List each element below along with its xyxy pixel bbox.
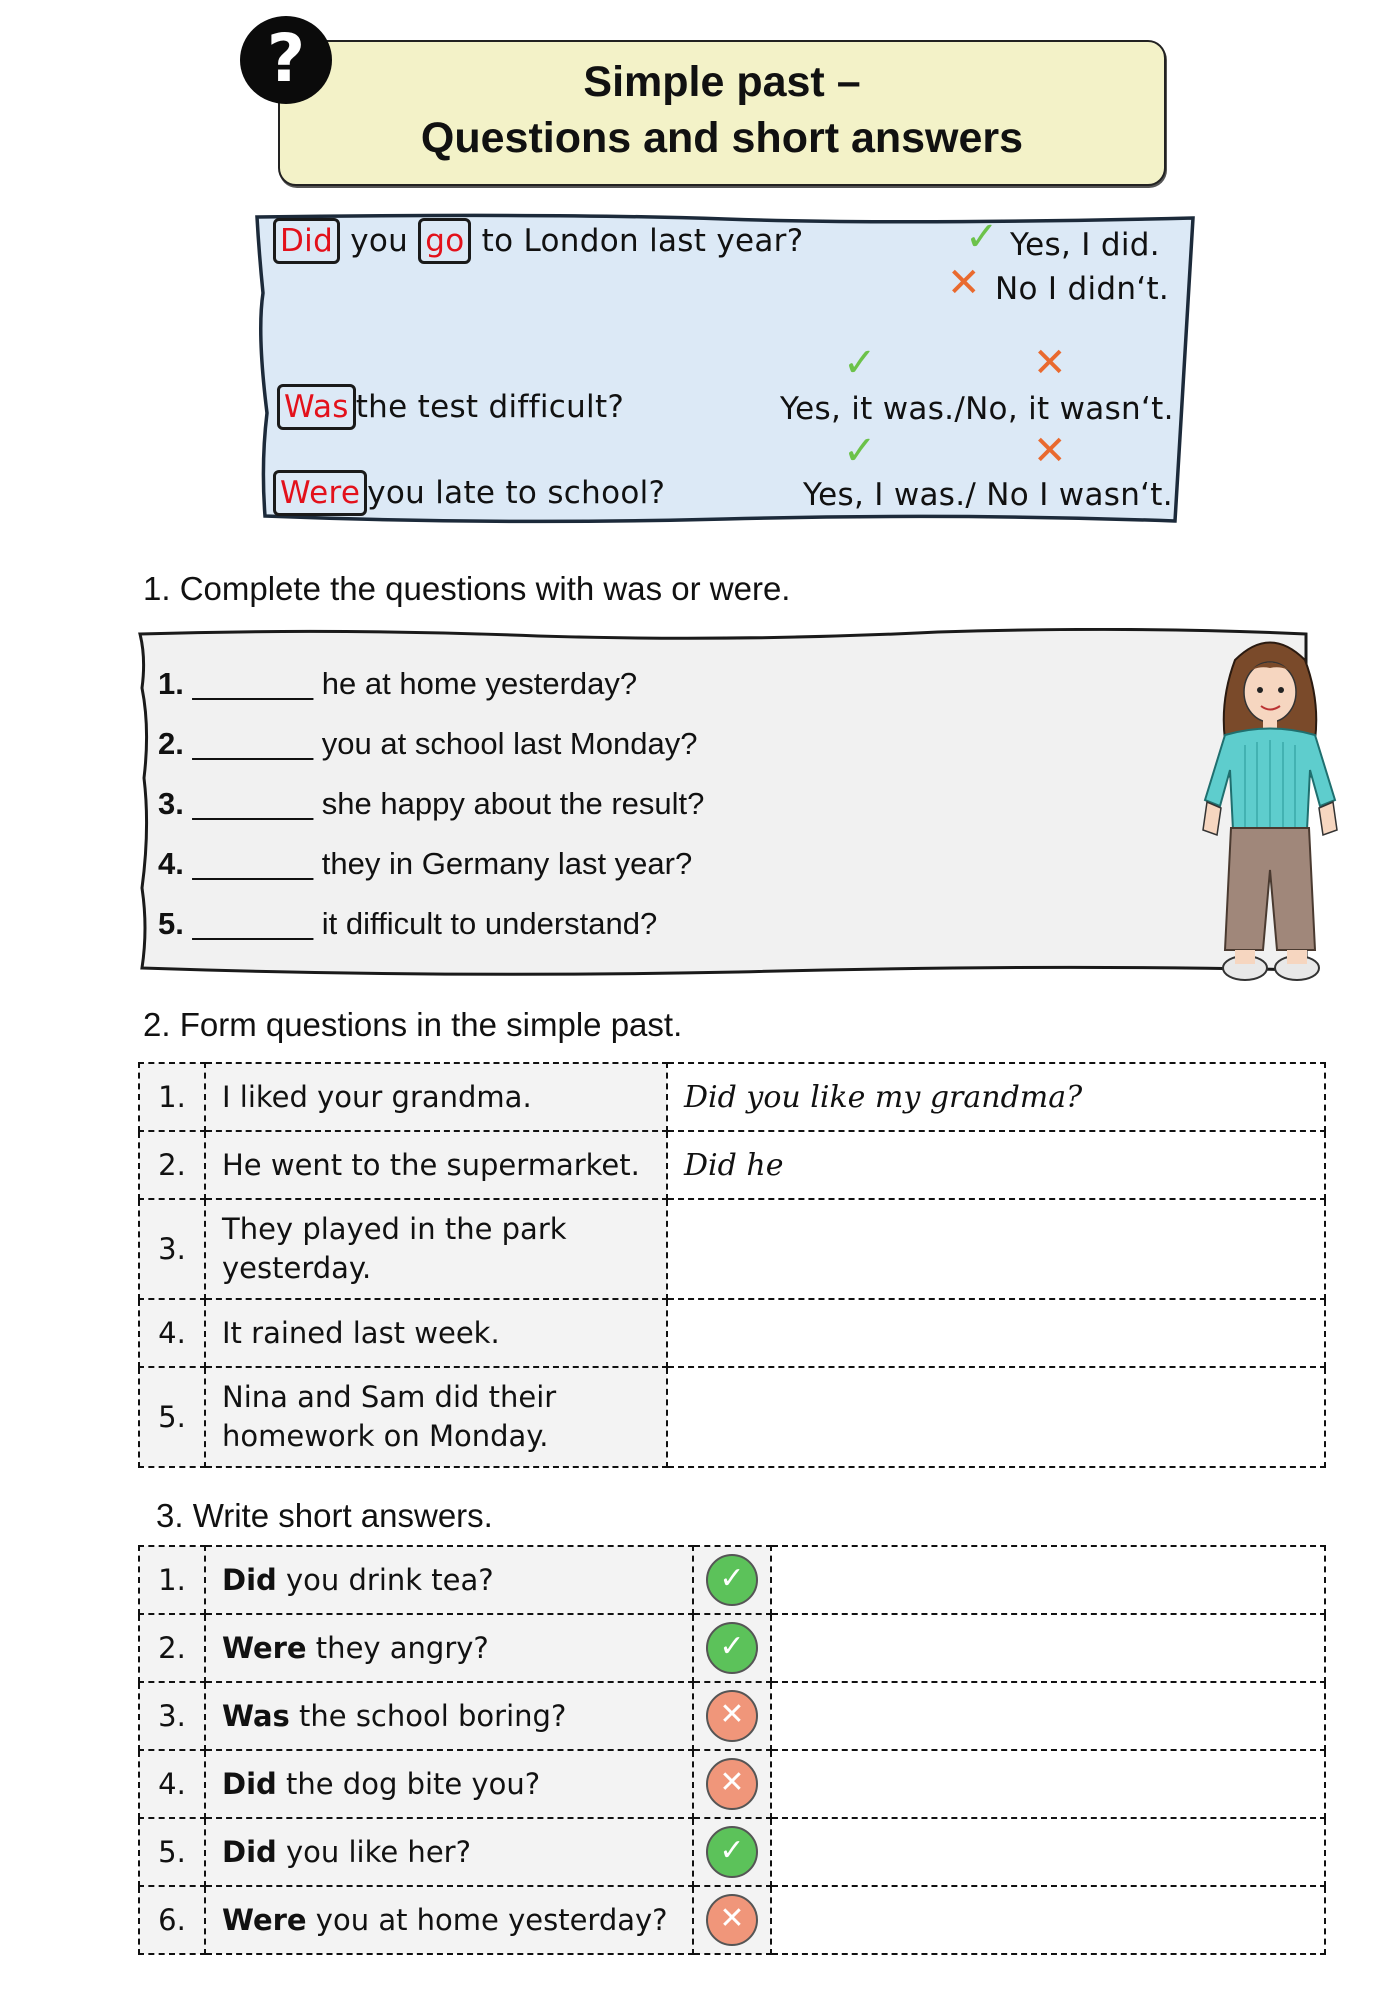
grammar-question-3: Were you late to school?: [273, 475, 665, 511]
answer-field[interactable]: [771, 1682, 1325, 1750]
answer-field[interactable]: [771, 1818, 1325, 1886]
check-circle-icon: ✓: [706, 1826, 758, 1878]
keyword-were: Were: [273, 470, 367, 516]
answer-field[interactable]: [771, 1886, 1325, 1954]
check-circle-icon: ✓: [706, 1622, 758, 1674]
grammar-answer-2: Yes, it was./No, it wasn‘t.: [780, 391, 1174, 427]
cross-icon: ✕: [1033, 428, 1067, 474]
question-mark-icon: ?: [240, 16, 332, 104]
exercise-1-heading: 1. Complete the questions with was or were.: [143, 570, 791, 607]
grammar-box: [255, 213, 1195, 533]
cross-circle-icon: ✕: [706, 1758, 758, 1810]
exercise-1-box: [138, 628, 1308, 978]
grammar-question-2: Was the test difficult?: [277, 389, 624, 425]
keyword-was: Was: [277, 384, 356, 430]
answer-field[interactable]: Did you like my grandma?: [667, 1063, 1325, 1131]
exercise-2-table: [138, 1062, 1326, 1468]
check-icon: ✓: [843, 340, 877, 386]
answer-blank[interactable]: _______: [192, 846, 314, 881]
table-row: 2. He went to the supermarket. Did he: [139, 1131, 1325, 1199]
exercise-3-heading: 3. Write short answers.: [156, 1497, 493, 1534]
table-row: 1. I liked your grandma. Did you like my grandma?: [139, 1063, 1325, 1131]
table-row: 4. It rained last week.: [139, 1299, 1325, 1367]
check-icon: ✓: [843, 428, 877, 474]
answer-field[interactable]: [667, 1367, 1325, 1467]
answer-field[interactable]: Did he: [667, 1131, 1325, 1199]
table-row: 3. They played in the park yesterday.: [139, 1199, 1325, 1299]
table-row: 5. Did you like her? ✓: [139, 1818, 1325, 1886]
cross-circle-icon: ✕: [706, 1690, 758, 1742]
exercise-1-item: 3. _______ she happy about the result?: [158, 786, 705, 821]
check-icon: ✓: [965, 214, 999, 260]
answer-field[interactable]: [771, 1546, 1325, 1614]
grammar-question-1: Did you go to London last year?: [273, 223, 803, 259]
grammar-answer-3: Yes, I was./ No I wasn‘t.: [803, 477, 1173, 513]
table-row: 1. Did you drink tea? ✓: [139, 1546, 1325, 1614]
cross-icon: ✕: [1033, 340, 1067, 386]
answer-field[interactable]: [771, 1614, 1325, 1682]
exercise-1-item: 2. _______ you at school last Monday?: [158, 726, 698, 761]
exercise-1-item: 5. _______ it difficult to understand?: [158, 906, 658, 941]
answer-blank[interactable]: _______: [192, 726, 314, 761]
grammar-answer-yes-1: Yes, I did.: [1010, 227, 1160, 263]
grammar-answer-no-1: No I didn‘t.: [995, 271, 1170, 307]
table-row: 4. Did the dog bite you? ✕: [139, 1750, 1325, 1818]
answer-blank[interactable]: _______: [192, 906, 314, 941]
table-row: 5. Nina and Sam did their homework on Monday.: [139, 1367, 1325, 1467]
table-row: 2. Were they angry? ✓: [139, 1614, 1325, 1682]
title-line-2: Questions and short answers: [420, 114, 1024, 162]
cross-circle-icon: ✕: [706, 1894, 758, 1946]
exercise-1-item: 1. _______ he at home yesterday?: [158, 666, 638, 701]
table-row: 6. Were you at home yesterday? ✕: [139, 1886, 1325, 1954]
girl-illustration: [1195, 630, 1345, 1000]
answer-field[interactable]: [667, 1299, 1325, 1367]
exercise-3-table: [138, 1545, 1326, 1955]
check-circle-icon: ✓: [706, 1554, 758, 1606]
answer-blank[interactable]: _______: [192, 786, 314, 821]
title-line-1: Simple past –: [583, 58, 861, 106]
answer-field[interactable]: [771, 1750, 1325, 1818]
table-row: 3. Was the school boring? ✕: [139, 1682, 1325, 1750]
cross-icon: ✕: [947, 260, 981, 306]
keyword-did: Did: [273, 218, 340, 264]
exercise-2-heading: 2. Form questions in the simple past.: [143, 1006, 683, 1043]
answer-blank[interactable]: _______: [192, 666, 314, 701]
exercise-1-item: 4. _______ they in Germany last year?: [158, 846, 693, 881]
title-banner: [278, 40, 1166, 186]
answer-field[interactable]: [667, 1199, 1325, 1299]
keyword-go: go: [418, 218, 471, 264]
